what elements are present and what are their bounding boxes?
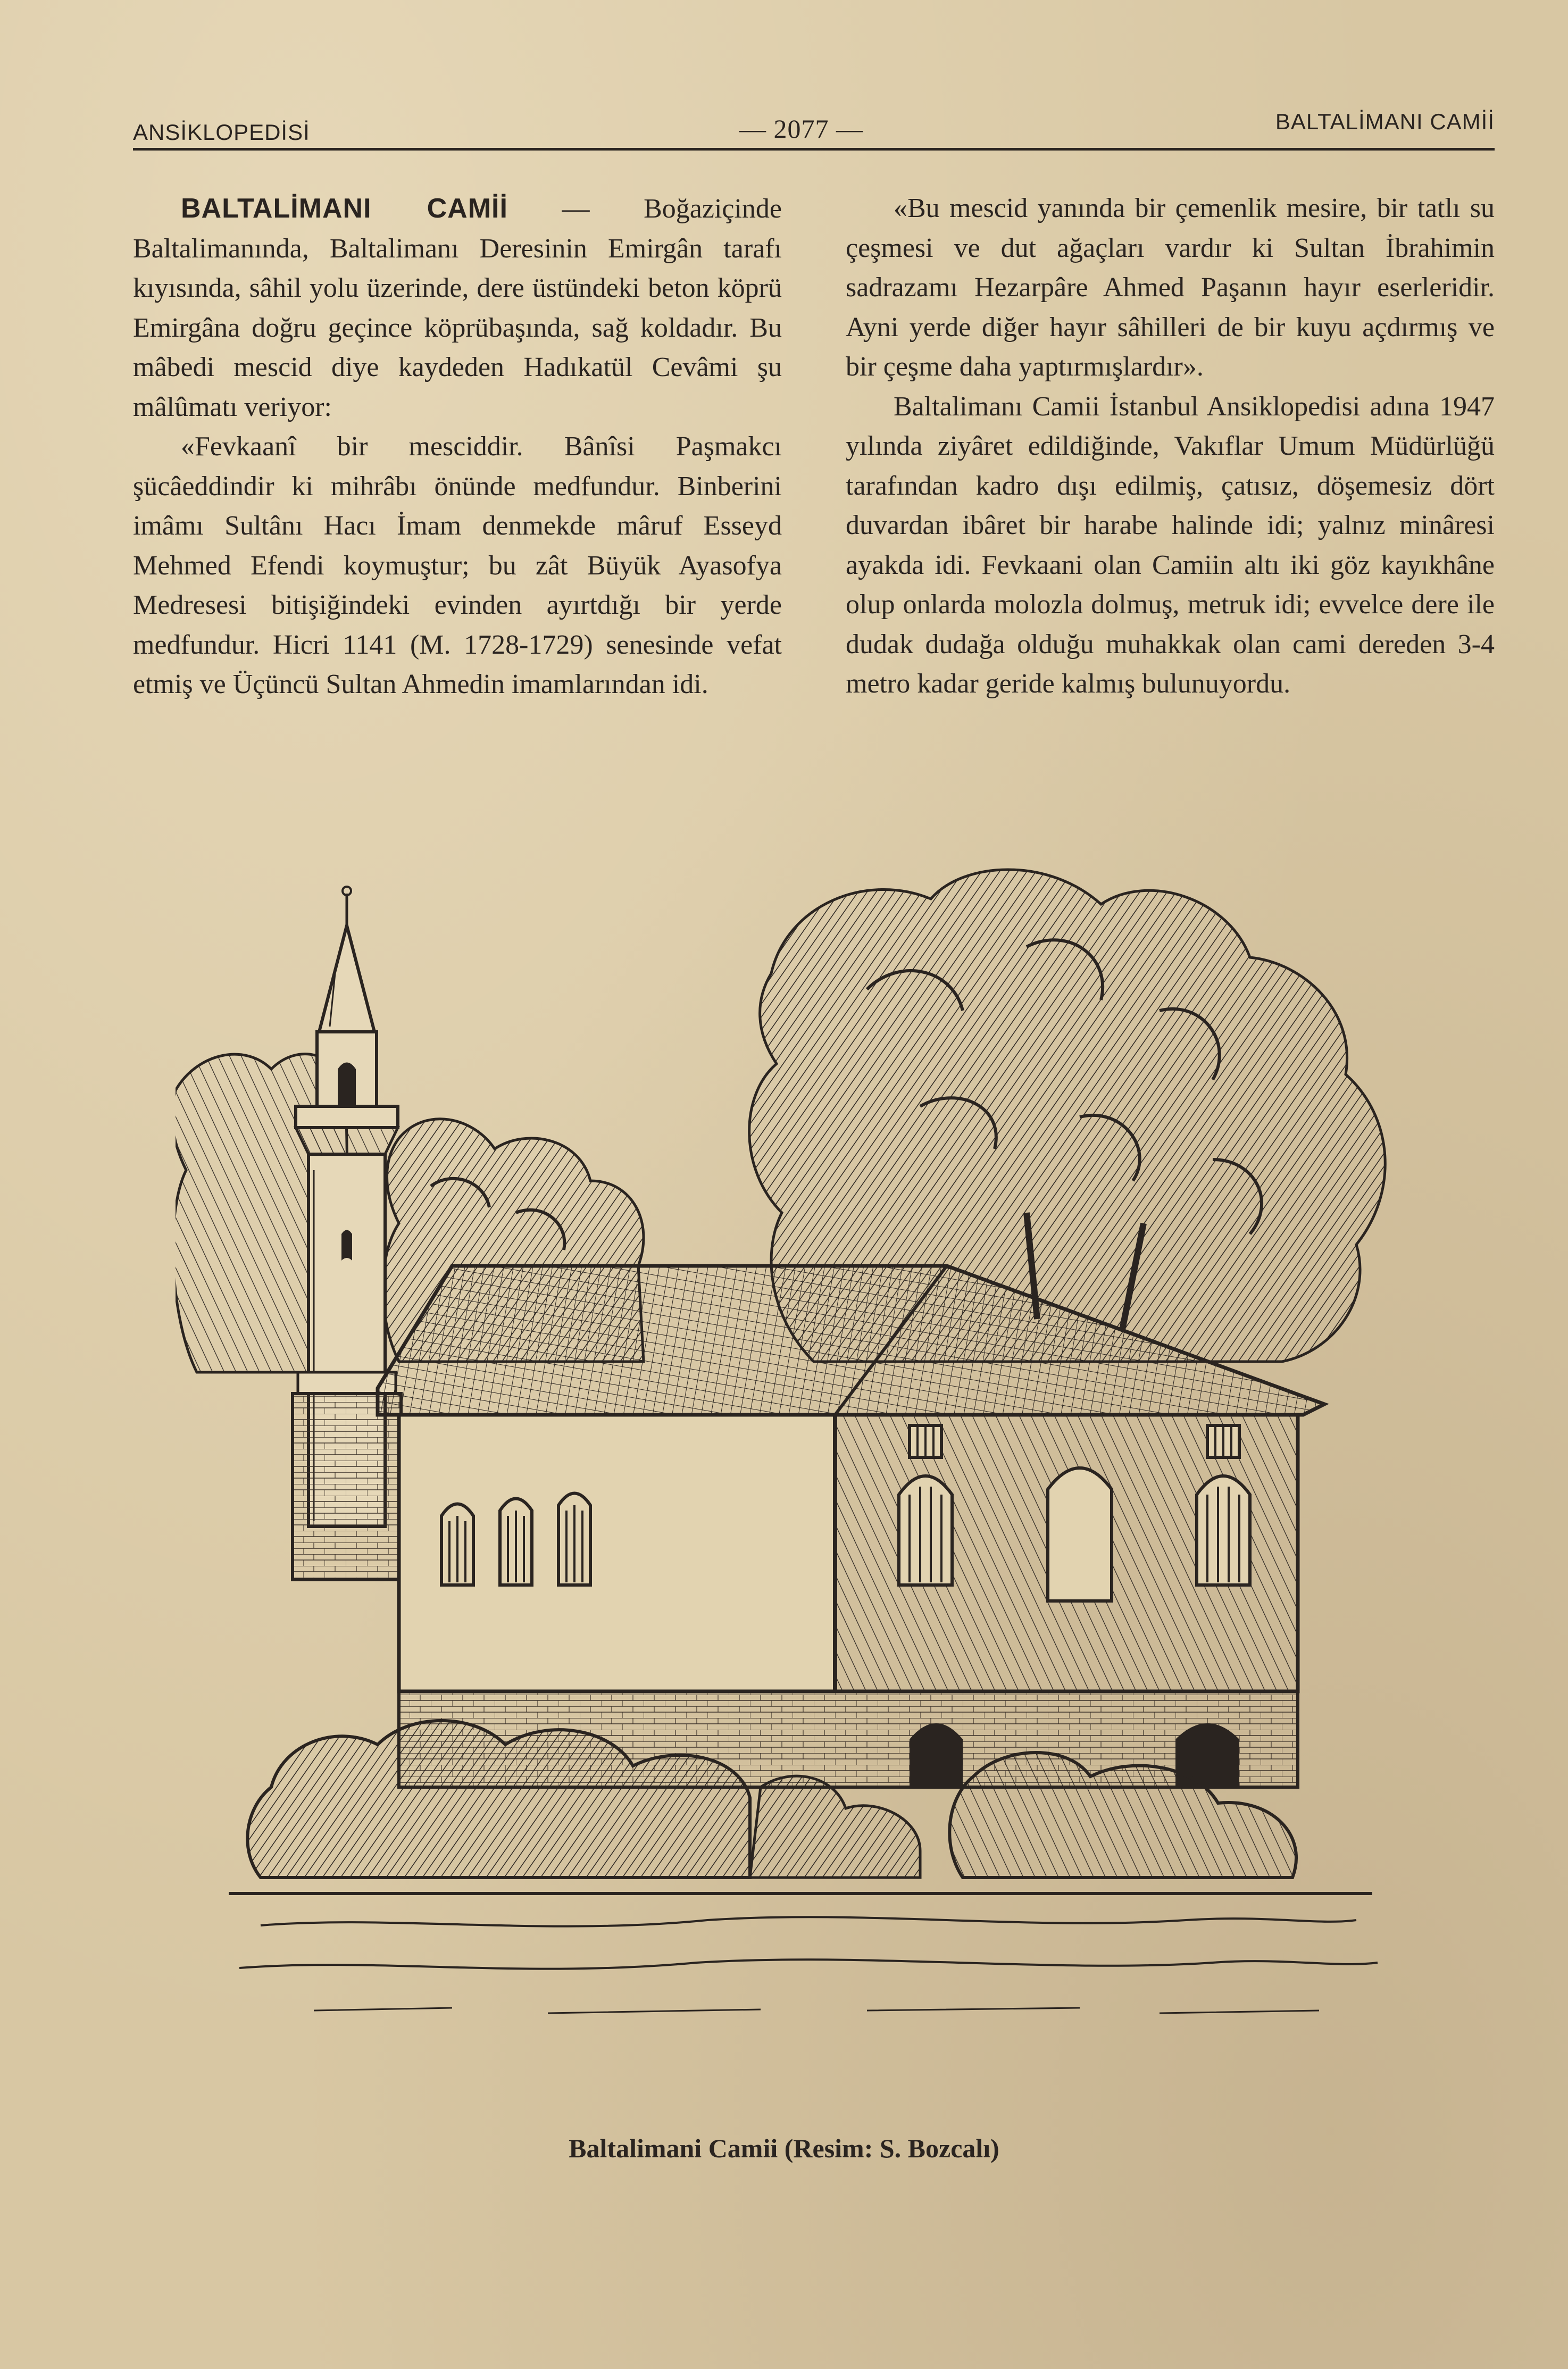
figure-caption: Baltalimani Camii (Resim: S. Bozcalı): [569, 2133, 999, 2163]
quote-continuation: «Bu mescid yanında bir çemenlik mesire, bir tatlı su çeşmesi ve dut ağaçları vardır ki Sultan İbrahimin sadrazamı Hezarpâre Ahmed Paşanın hayır eserleridir. Ayni yerde diğer hayır sâhilleri de bir kuyu açdırmış ve bir çeşme daha yaptırmışlardır».: [846, 193, 1495, 382]
page-number: — 2077 —: [739, 114, 863, 144]
intro-text: — Boğaziçinde Baltalimanında, Baltalimanı Deresinin Emirgân tarafı kıyısında, sâhil yolu üzerinde, dere üstündeki beton köprü Emirgâna doğru geçince köprübaşında, sağ koldadır. Bu mâbedi mescid diye kaydeden Hadıkatül Cevâmi şu mâlûmatı veriyor:: [133, 194, 782, 422]
running-header: [133, 109, 1495, 152]
quote-paragraph: «Fevkaanî bir mesciddir. Bânîsi Paşmakcı şücâeddindir ki mihrâbı önünde medfundur. Binberini imâmı Sultânı Hacı İmam denmekde mâruf Esseyd Mehmed Efendi koymuştur; bu zât Büyük Ayasofya Medresesi bitişiğindeki evinden ayırtdığı bir yerde medfundur. Hicri 1141 (M. 1728-1729) senesinde vefat etmiş ve Üçüncü Sultan Ahmedin imamlarından idi.: [133, 431, 782, 699]
header-rule: [133, 148, 1495, 151]
mosque-illustration: [176, 840, 1511, 2117]
visit-paragraph: Baltalimanı Camii İstanbul Ansiklopedisi adına 1947 yılında ziyâret edildiğinde, Vakıflar Umum Müdürlüğü tarafından kadro dışı edilmiş, çatısız, döşemesiz dört duvardan ibâret bir harabe halinde idi; yalnız minâresi ayakda idi. Fevkaani olan Camiin altı iki göz kayıkhâne olup onlarda molozla dolmuş, metruk idi; evvelce dere ile dudak dudağa olduğu muhakkak olan cami dereden 3-4 metro kadar geride kalmış bulunuyordu.: [846, 391, 1495, 699]
ground: [229, 1893, 1378, 2013]
header-right: BALTALİMANI CAMİİ: [1275, 109, 1495, 134]
right-column: [846, 189, 1495, 704]
intro-paragraph: [133, 189, 782, 427]
minaret: [293, 887, 401, 1580]
header-left: ANSİKLOPEDİSİ: [133, 120, 310, 145]
left-column: [133, 189, 782, 705]
headword: BALTALİMANI CAMİİ: [181, 193, 508, 224]
